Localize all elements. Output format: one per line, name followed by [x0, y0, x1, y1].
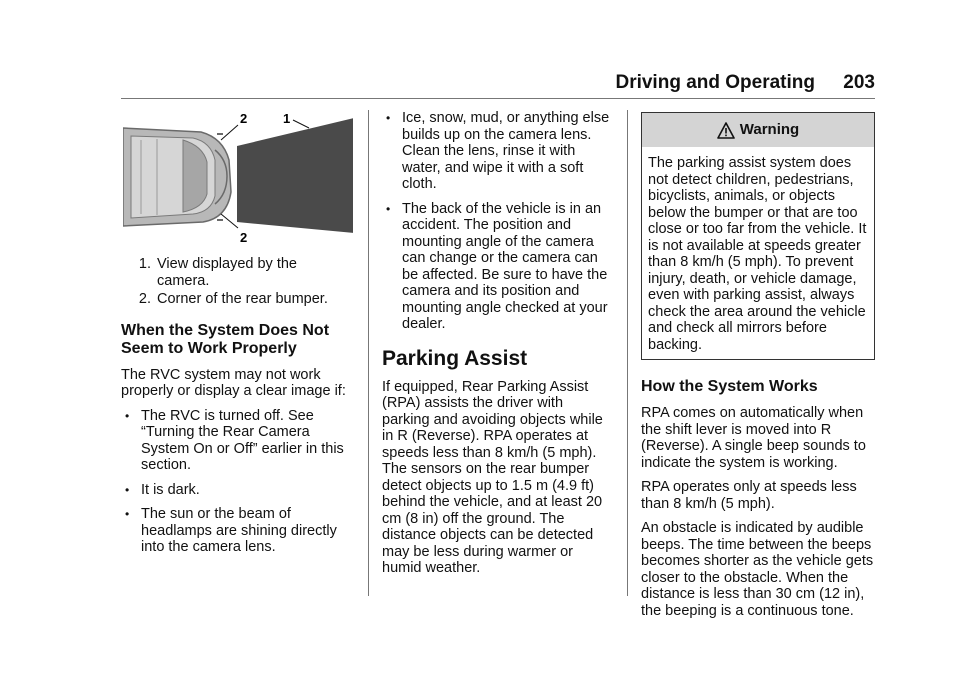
warning-header — [642, 113, 874, 147]
column-divider — [368, 110, 369, 596]
bullet-text: The sun or the beam of headlamps are shining directly into the camera lens. — [141, 506, 337, 555]
callout-1: 1 — [283, 111, 291, 126]
running-header — [0, 72, 960, 94]
caption-text: Corner of the rear bumper. — [157, 291, 328, 307]
bullet-item — [382, 110, 614, 193]
body-paragraph: An obstacle is indicated by audible beeps. The time between the beeps becomes shorter as the vehicle gets closer to the obstacle. When the distance is less than 30 cm (12 in), the beeping is a continuous tone. — [641, 520, 874, 619]
caption-item — [121, 256, 351, 289]
bullet-glyph: • — [125, 408, 130, 423]
parking-assist-heading: Parking Assist — [382, 346, 528, 370]
callout-2-top: 2 — [240, 111, 248, 126]
bullet-item — [121, 408, 351, 474]
bullet-text: Ice, snow, mud, or anything else builds up on the camera lens. Clean the lens, rinse it with water, and wipe it with a soft cloth. — [402, 110, 610, 192]
callout-2-bottom: 2 — [240, 230, 248, 244]
warning-text: The parking assist system does not detect children, pedestrians, bicyclists, animals, or objects below the bumper or that are too close or too far from the vehicle. It is not available at speeds greater than 8 km/h (5 mph). To prevent injury, death, or vehicle damage, even with parking assist, always check the area around the vehicle and check all mirrors before backing. — [648, 155, 867, 353]
how-system-works-heading: How the System Works — [641, 378, 818, 395]
body-paragraph: RPA comes on automatically when the shift lever is moved into R (Reverse). A single beep sounds to indicate the system is working. — [641, 405, 866, 471]
column-divider — [627, 110, 628, 596]
column-3 — [641, 110, 875, 627]
bullet-glyph: • — [386, 201, 391, 216]
rear-camera-figure — [123, 110, 353, 244]
bullet-glyph: • — [125, 482, 130, 497]
caption-number: 2. — [138, 291, 151, 307]
bullet-text: The back of the vehicle is in an accident. The position and mounting angle of the camera can change or the camera can be affected. Be sure to have the camera and its position and mounting angle checked at your dealer. — [402, 200, 608, 332]
column-1 — [121, 110, 351, 564]
bullet-glyph: • — [125, 507, 130, 521]
rear-camera-illustration — [123, 110, 353, 244]
parking-assist-paragraph: If equipped, Rear Parking Assist (RPA) assists the driver with parking and avoiding objects while in R (Reverse). RPA operates at speeds less than 8 km/h (5 mph). The sensors on the rear bumper detect objects up to 1.5 m (4.9 ft) behind the vehicle, and at least 20 cm (8 in) off the ground. The distance objects can be detected may be less during warmer or humid weather. — [382, 378, 603, 576]
section-heading: When the System Does Not Seem to Work Properly — [121, 321, 330, 357]
warning-box — [641, 112, 875, 360]
caption-item — [121, 291, 351, 308]
caption-number: 1. — [138, 256, 151, 272]
warning-title: Warning — [739, 120, 800, 138]
intro-paragraph: The RVC system may not work properly or display a clear image if: — [121, 366, 346, 399]
bullet-item — [382, 201, 614, 333]
bullet-item — [121, 506, 351, 556]
body-paragraph: RPA operates only at speeds less than 8 km/h (5 mph). — [641, 479, 857, 512]
bullet-text: The RVC is turned off. See “Turning the Rear Camera System On or Off” earlier in this section. — [141, 407, 344, 473]
column-2 — [382, 110, 614, 585]
bullet-glyph: • — [386, 111, 391, 125]
caption-text: View displayed by the camera. — [157, 256, 297, 289]
page-number: 203 — [843, 72, 875, 93]
section-title: Driving and Operating — [615, 72, 815, 93]
header-rule — [121, 98, 875, 99]
bullet-text: It is dark. — [141, 481, 200, 498]
figure-caption — [121, 256, 351, 308]
camera-view-area — [237, 118, 353, 233]
warning-icon — [717, 122, 735, 139]
bullet-item — [121, 482, 351, 499]
